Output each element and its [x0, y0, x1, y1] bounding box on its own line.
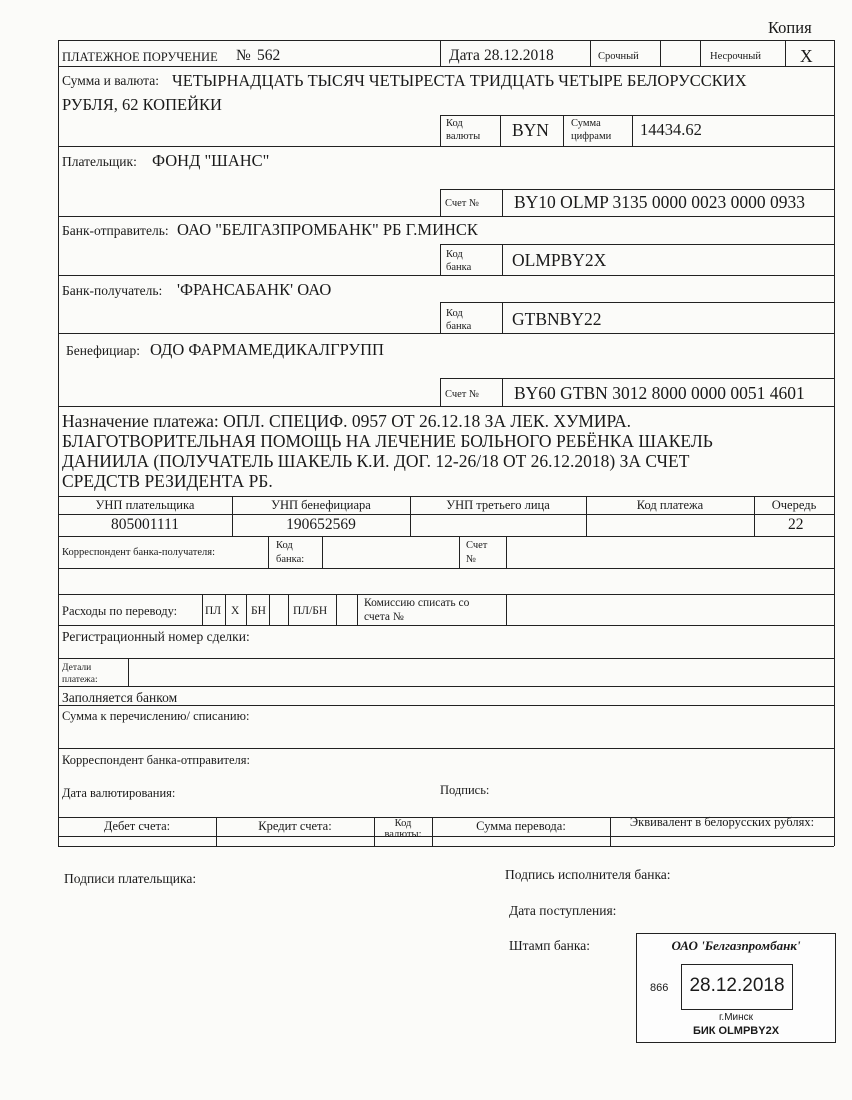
details-label-2: платежа: [62, 675, 98, 685]
payer-unp: 805001111 [110, 516, 180, 533]
sender-bank-label: Банк-отправитель: [62, 223, 169, 238]
bank-stamp-label: Штамп банка: [509, 938, 590, 953]
details-label: Детали [62, 663, 92, 673]
bank-stamp [636, 933, 836, 1043]
sender-bank-code-label-2: банка [446, 262, 472, 273]
fee-option-pl: ПЛ [205, 605, 222, 617]
correspondent-label: Корреспондент банка-получателя: [62, 547, 215, 558]
payer-unp-label: УНП плательщика [95, 498, 195, 512]
sender-bank-code-label: Код [446, 249, 463, 260]
fee-option-plbn: ПЛ/БН [293, 605, 328, 617]
order-number: 562 [257, 47, 281, 64]
stamp-bic: БИК OLMPBY2X [692, 1025, 780, 1037]
transfer-sum-label: Сумма перевода: [476, 819, 566, 833]
copy-label: Копия [768, 18, 812, 37]
beneficiary-unp-label: УНП бенефициара [271, 498, 371, 512]
third-party-unp-label: УНП третьего лица [446, 498, 550, 512]
commission-label-2: счета № [364, 611, 404, 623]
stamp-city: г.Минск [718, 1012, 754, 1023]
queue-value: 22 [788, 516, 804, 533]
receiver-bank-code: GTBNBY22 [512, 309, 602, 329]
non-urgent-label: Несрочный [710, 51, 761, 62]
currency-code-col-label-2: валюты: [384, 829, 422, 840]
payer-account: BY10 OLMP 3135 0000 0023 0000 0933 [514, 192, 806, 212]
currency-code: BYN [512, 120, 549, 140]
beneficiary-account-label: Счет № [445, 389, 480, 400]
payer-name: ФОНД "ШАНС" [152, 151, 270, 170]
urgent-label: Срочный [598, 51, 639, 62]
value-date-label: Дата валютирования: [62, 786, 176, 800]
registration-label: Регистрационный номер сделки: [62, 629, 250, 644]
figures-label: Сумма [571, 118, 601, 129]
stamp-number: 866 [650, 982, 669, 994]
payer-account-label: Счет № [445, 198, 480, 209]
executor-signature-label: Подпись исполнителя банка: [505, 867, 671, 882]
bank-section-title: Заполняется банком [62, 690, 178, 705]
payer-signatures-label: Подписи плательщика: [64, 871, 197, 886]
amount-label: Сумма и валюта: [62, 73, 159, 88]
receipt-date-label: Дата поступления: [509, 903, 617, 918]
correspondent-account-label-2: № [466, 554, 477, 565]
beneficiary-account: BY60 GTBN 3012 8000 0000 0051 4601 [514, 383, 805, 403]
transfer-amount-label: Сумма к перечислению/ списанию: [62, 709, 250, 723]
figures-label-2: цифрами [571, 131, 612, 142]
stamp-date: 28.12.2018 [689, 975, 785, 996]
stamp-bank-name: ОАО 'Белгазпромбанк' [671, 938, 801, 953]
receiver-bank-code-label: Код [446, 308, 463, 319]
receiver-bank-label: Банк-получатель: [62, 283, 163, 298]
sender-bank-name: ОАО "БЕЛГАЗПРОМБАНК" РБ Г.МИНСК [177, 220, 478, 239]
credit-label: Кредит счета: [258, 819, 332, 833]
number-sign: № [236, 47, 251, 64]
debit-label: Дебет счета: [103, 819, 171, 833]
stamp-date-box [681, 964, 793, 1010]
payment-code-label: Код платежа [636, 498, 704, 512]
fee-option-bn: БН [251, 605, 266, 617]
sender-bank-code: OLMPBY2X [512, 250, 607, 270]
correspondent-bank-code-label-2: банка: [276, 554, 305, 565]
fees-label: Расходы по переводу: [62, 604, 178, 618]
signature-label: Подпись: [440, 783, 490, 797]
order-date: 28.12.2018 [484, 47, 554, 64]
beneficiary-unp: 190652569 [286, 516, 356, 533]
sender-correspondent-label: Корреспондент банка-отправителя: [62, 753, 250, 767]
equivalent-label: Эквивалент в белорусских рублях: [629, 815, 815, 829]
purpose-line4: СРЕДСТВ РЕЗИДЕНТА РБ. [62, 471, 273, 491]
non-urgent-mark: X [800, 46, 813, 66]
date-label: Дата [449, 47, 480, 64]
correspondent-account-label: Счет [466, 540, 488, 551]
currency-code-col-label: Код [394, 818, 412, 829]
purpose-line3: ДАНИИЛА (ПОЛУЧАТЕЛЬ ШАКЕЛЬ К.И. ДОГ. 12-26/18 ОТ 26.12.2018) ЗА СЧЕТ [62, 451, 690, 471]
purpose-line1: Назначение платежа: ОПЛ. СПЕЦИФ. 0957 ОТ 26.12.18 ЗА ЛЕК. ХУМИРА. [62, 411, 632, 431]
receiver-bank-code-label-2: банка [446, 321, 472, 332]
queue-label: Очередь [771, 498, 817, 512]
commission-label: Комиссию списать со [364, 597, 470, 609]
currency-code-label: Код [446, 118, 463, 129]
fee-option-pl-mark: X [231, 605, 240, 617]
amount-words-line1: ЧЕТЫРНАДЦАТЬ ТЫСЯЧ ЧЕТЫРЕСТА ТРИДЦАТЬ ЧЕТЫРЕ БЕЛОРУССКИХ [172, 71, 747, 90]
purpose-line2: БЛАГОТВОРИТЕЛЬНАЯ ПОМОЩЬ НА ЛЕЧЕНИЕ БОЛЬНОГО РЕБЁНКА ШАКЕЛЬ [62, 431, 713, 451]
currency-code-label-2: валюты [446, 131, 481, 142]
payer-label: Плательщик: [62, 154, 137, 169]
form-title: ПЛАТЕЖНОЕ ПОРУЧЕНИЕ [62, 50, 218, 64]
receiver-bank-name: 'ФРАНСАБАНК' ОАО [177, 280, 332, 299]
amount-words-line2: РУБЛЯ, 62 КОПЕЙКИ [62, 95, 222, 114]
beneficiary-name: ОДО ФАРМАМЕДИКАЛГРУПП [150, 340, 384, 359]
beneficiary-label: Бенефициар: [66, 343, 141, 358]
amount-figures: 14434.62 [640, 120, 702, 139]
correspondent-bank-code-label: Код [276, 540, 293, 551]
